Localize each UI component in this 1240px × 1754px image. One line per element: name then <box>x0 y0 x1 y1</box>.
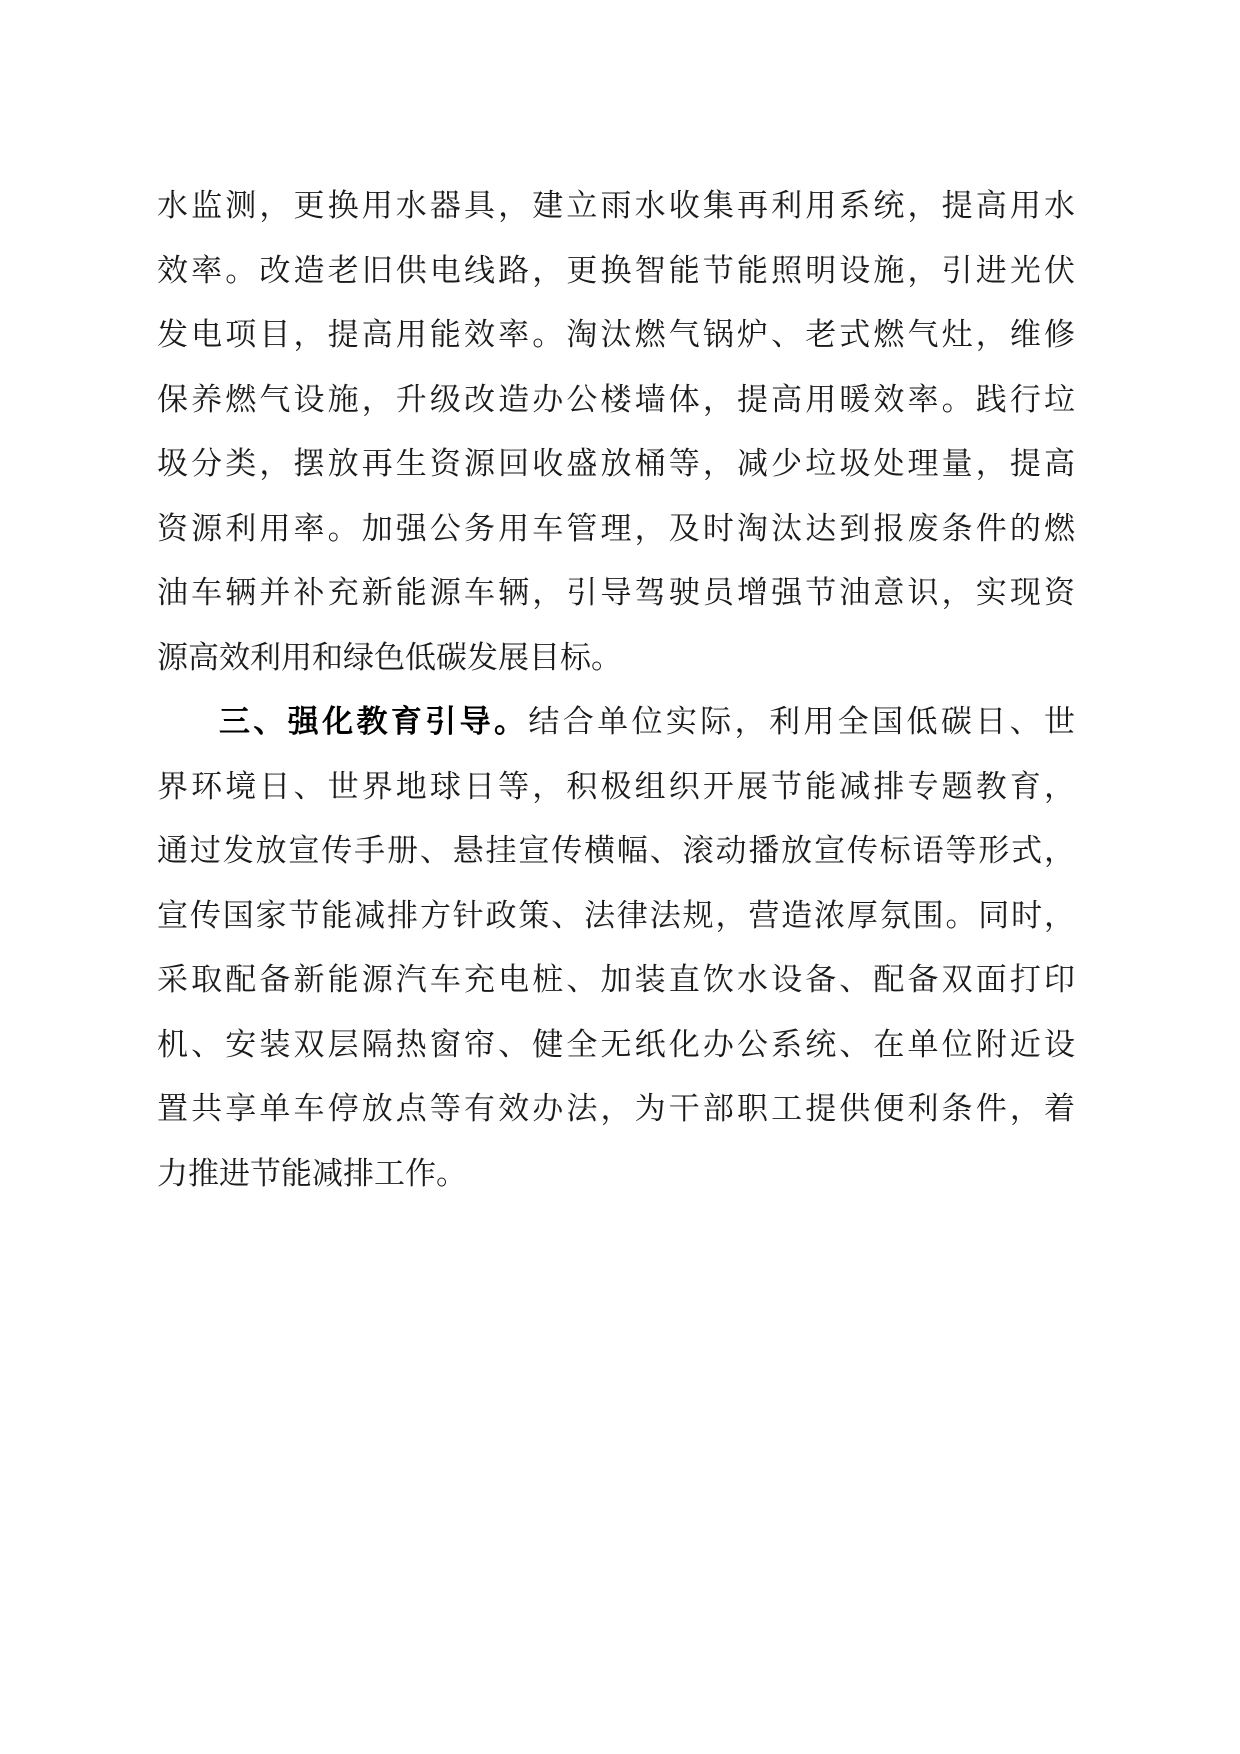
paragraph-line: 宣传国家节能减排方针政策、法律法规，营造浓厚氛围。同时， <box>157 897 1075 934</box>
paragraph-line: 效率。改造老旧供电线路，更换智能节能照明设施，引进光伏 <box>157 252 1075 289</box>
paragraph-line: 保养燃气设施，升级改造办公楼墙体，提高用暖效率。践行垃 <box>157 381 1075 418</box>
paragraph-line: 源高效利用和绿色低碳发展目标。 <box>157 639 622 676</box>
paragraph-line: 通过发放宣传手册、悬挂宣传横幅、滚动播放宣传标语等形式， <box>157 833 1075 869</box>
paragraph-line: 界环境日、世界地球日等，积极组织开展节能减排专题教育， <box>157 768 1075 805</box>
paragraph-line: 发电项目，提高用能效率。淘汰燃气锅炉、老式燃气灶，维修 <box>157 317 1075 353</box>
paragraph-line: 力推进节能减排工作。 <box>157 1155 467 1192</box>
paragraph-line: 资源利用率。加强公务用车管理，及时淘汰达到报废条件的燃 <box>157 510 1075 547</box>
paragraph-line: 机、安装双层隔热窗帘、健全无纸化办公系统、在单位附近设 <box>157 1026 1075 1063</box>
paragraph-line-rest: 结合单位实际，利用全国低碳日、世 <box>528 704 1075 740</box>
paragraph-line: 圾分类，摆放再生资源回收盛放桶等，减少垃圾处理量，提高 <box>157 446 1075 482</box>
document-body <box>157 174 1075 1206</box>
paragraph-line: 油车辆并补充新能源车辆，引导驾驶员增强节油意识，实现资 <box>157 575 1075 611</box>
paragraph-first-line <box>157 690 1075 755</box>
paragraph-line: 采取配备新能源汽车充电桩、加装直饮水设备、配备双面打印 <box>157 962 1075 998</box>
paragraph-line: 置共享单车停放点等有效办法，为干部职工提供便利条件，着 <box>157 1091 1075 1127</box>
section-heading: 三、强化教育引导。 <box>219 704 529 740</box>
paragraph-line: 水监测，更换用水器具，建立雨水收集再利用系统，提高用水 <box>157 188 1075 224</box>
paragraph-education-guidance <box>157 690 1075 1206</box>
paragraph-water-energy-measures <box>157 174 1075 690</box>
